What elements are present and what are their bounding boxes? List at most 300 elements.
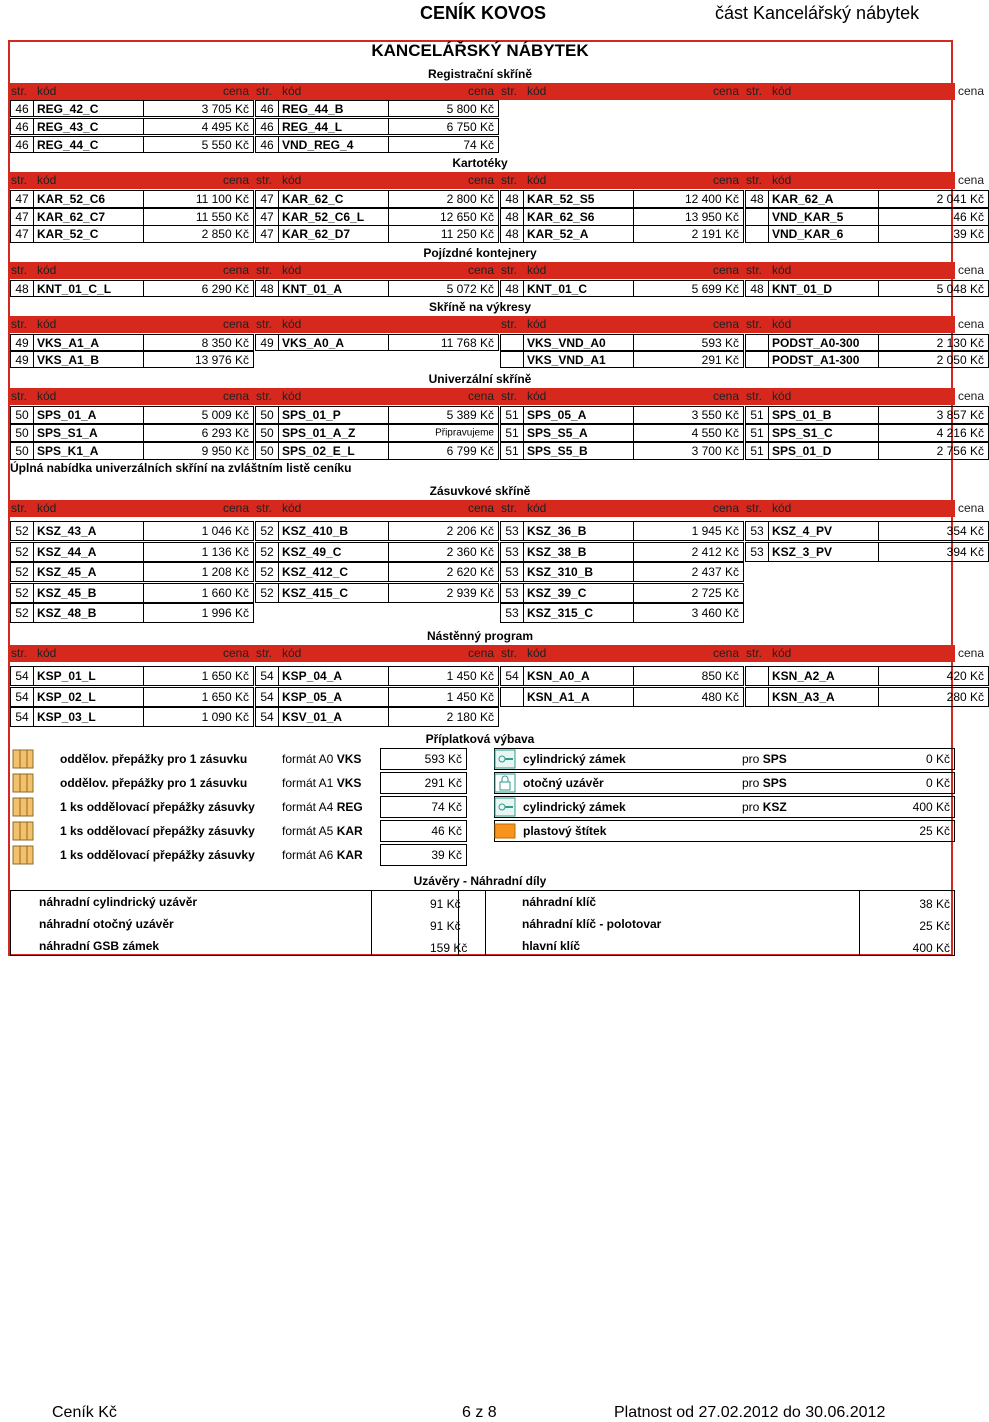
cell-price bbox=[143, 583, 254, 603]
extra-right-cell bbox=[494, 796, 955, 818]
product-code: VND_REG_4 bbox=[282, 137, 354, 152]
page-number: 50 bbox=[15, 408, 29, 422]
cell-page bbox=[10, 334, 34, 351]
page-number: 46 bbox=[260, 101, 274, 116]
col-header-kod: kód bbox=[282, 389, 302, 403]
cell-price bbox=[878, 208, 989, 226]
col-header-cena: cena bbox=[223, 501, 250, 515]
cell-page bbox=[745, 190, 769, 208]
cell-page bbox=[10, 687, 34, 707]
col-header-str: str. bbox=[501, 646, 518, 660]
product-code: KSZ_44_A bbox=[37, 544, 97, 559]
table-row bbox=[10, 334, 984, 351]
page-number: 52 bbox=[260, 565, 274, 579]
spare-name: náhradní GSB zámek bbox=[39, 939, 160, 953]
product-code: SPS_01_B bbox=[772, 408, 832, 422]
col-header-str: str. bbox=[256, 263, 273, 277]
cell-code bbox=[278, 280, 389, 297]
extra-format-label: formát A5 bbox=[282, 824, 337, 838]
page-number: 51 bbox=[750, 426, 764, 440]
extra-right-cell bbox=[494, 748, 955, 770]
table-row bbox=[10, 687, 984, 707]
product-price: 2 756 Kč bbox=[936, 444, 984, 458]
cell-code bbox=[33, 707, 144, 727]
extra-format-label: formát A4 bbox=[282, 800, 337, 814]
table-row bbox=[10, 562, 955, 582]
product-price: 420 Kč bbox=[946, 669, 984, 683]
spare-name: náhradní cylindrický uzávěr bbox=[39, 895, 198, 909]
extra-price: 400 Kč bbox=[912, 800, 950, 814]
extra-for bbox=[742, 776, 787, 790]
col-header-cena: cena bbox=[958, 173, 985, 187]
product-price: 2 437 Kč bbox=[691, 565, 739, 579]
cell-page bbox=[255, 334, 279, 351]
cell-code bbox=[278, 208, 389, 226]
page-number: 52 bbox=[15, 585, 29, 600]
col-header-str: str. bbox=[501, 389, 518, 403]
product-price: 2 130 Kč bbox=[936, 335, 984, 350]
cell-code bbox=[33, 583, 144, 603]
product-price: 1 450 Kč bbox=[446, 689, 494, 704]
product-code: PODST_A1-300 bbox=[772, 352, 860, 367]
col-header-kod: kód bbox=[527, 173, 547, 187]
col-header-cena: cena bbox=[223, 84, 250, 98]
cell-code bbox=[278, 136, 389, 153]
extra-for-label: pro bbox=[742, 752, 763, 766]
extra-format-label: formát A6 bbox=[282, 848, 337, 862]
page-number: 50 bbox=[260, 408, 274, 422]
col-header-kod: kód bbox=[527, 84, 547, 98]
footer-left: Ceník Kč bbox=[52, 1404, 117, 1421]
page-number: 54 bbox=[260, 710, 274, 724]
product-code: KAR_52_C bbox=[37, 227, 99, 241]
column-header-row bbox=[10, 388, 985, 405]
product-code: REG_44_L bbox=[282, 119, 343, 134]
section-title: Příplatková výbava bbox=[425, 732, 535, 746]
cell-code bbox=[768, 225, 879, 243]
column-header-row bbox=[10, 83, 985, 100]
page-number: 53 bbox=[505, 524, 519, 538]
col-header-kod: kód bbox=[527, 317, 547, 331]
product-code: KAR_52_C6_L bbox=[282, 209, 365, 224]
cell-code bbox=[523, 562, 634, 582]
product-code: KSZ_415_C bbox=[282, 585, 349, 600]
extra-name: 1 ks oddělovací přepážky zásuvky bbox=[60, 824, 255, 838]
spare-divider bbox=[859, 891, 860, 955]
product-code: KSZ_36_B bbox=[527, 524, 587, 538]
cell-code bbox=[523, 521, 634, 541]
cell-page bbox=[500, 562, 524, 582]
page-number: 52 bbox=[15, 565, 29, 579]
product-code: KAR_62_S6 bbox=[527, 209, 595, 224]
section-title: Registrační skříně bbox=[427, 67, 533, 81]
product-code: REG_43_C bbox=[37, 119, 99, 134]
cell-price bbox=[388, 707, 499, 727]
cell-code bbox=[33, 136, 144, 153]
cell-page bbox=[10, 100, 34, 117]
product-code: KSP_02_L bbox=[37, 689, 96, 704]
cell-code bbox=[523, 190, 634, 208]
page-number: 48 bbox=[260, 281, 274, 296]
cell-page bbox=[500, 687, 524, 707]
cell-price bbox=[388, 442, 499, 460]
col-header-kod: kód bbox=[282, 173, 302, 187]
product-price: 850 Kč bbox=[701, 669, 739, 683]
product-price: 5 699 Kč bbox=[691, 281, 739, 296]
product-price: 11 250 Kč bbox=[440, 227, 494, 241]
cell-code bbox=[768, 442, 879, 460]
cell-page bbox=[10, 280, 34, 297]
cell-price bbox=[878, 334, 989, 351]
cell-price bbox=[143, 225, 254, 243]
table-row bbox=[10, 542, 984, 562]
cell-price bbox=[633, 424, 744, 442]
cell-page bbox=[10, 424, 34, 442]
col-header-cena: cena bbox=[713, 646, 740, 660]
column-header-row bbox=[10, 645, 985, 662]
col-header-str: str. bbox=[501, 84, 518, 98]
product-price: 2 800 Kč bbox=[446, 192, 494, 206]
page-number: 47 bbox=[260, 227, 274, 241]
cell-code bbox=[33, 118, 144, 135]
cell-page bbox=[10, 542, 34, 562]
extra-right-cell bbox=[494, 820, 955, 842]
product-code: KSZ_412_C bbox=[282, 565, 349, 579]
cylinder-lock-icon bbox=[494, 749, 516, 769]
col-header-kod: kód bbox=[282, 84, 302, 98]
product-code: SPS_S5_B bbox=[527, 444, 588, 458]
table-row bbox=[10, 190, 984, 208]
extra-format-code: VKS bbox=[336, 752, 362, 766]
product-code: VKS_VND_A1 bbox=[527, 352, 606, 367]
cell-page bbox=[255, 707, 279, 727]
col-header-kod: kód bbox=[282, 501, 302, 515]
cell-price bbox=[388, 562, 499, 582]
table-row bbox=[10, 406, 984, 424]
page-number: 48 bbox=[505, 192, 519, 206]
plastic-label-icon bbox=[494, 821, 516, 841]
product-price: 1 945 Kč bbox=[691, 524, 739, 538]
cell-page bbox=[745, 442, 769, 460]
product-price: 12 400 Kč bbox=[684, 192, 739, 206]
footer-center: 6 z 8 bbox=[462, 1404, 497, 1421]
cell-price bbox=[143, 521, 254, 541]
cell-code bbox=[523, 442, 634, 460]
product-code: KSN_A3_A bbox=[772, 689, 835, 704]
col-header-str: str. bbox=[746, 84, 763, 98]
page-number: 54 bbox=[15, 669, 29, 683]
extra-format-code: REG bbox=[336, 800, 363, 814]
spare-name: hlavní klíč bbox=[522, 939, 581, 953]
product-price: 5 048 Kč bbox=[936, 281, 984, 296]
cell-price bbox=[388, 225, 499, 243]
cell-page bbox=[255, 424, 279, 442]
section-title: Uzávěry - Náhradní díly bbox=[413, 874, 547, 888]
cell-page bbox=[255, 208, 279, 226]
product-price: 13 976 Kč bbox=[194, 352, 249, 367]
cell-page bbox=[10, 583, 34, 603]
page-number: 52 bbox=[15, 606, 29, 620]
spare-divider bbox=[371, 891, 372, 955]
cell-price bbox=[143, 603, 254, 623]
product-code: KAR_52_S5 bbox=[527, 192, 595, 206]
col-header-kod: kód bbox=[37, 501, 57, 515]
product-code: KSZ_45_B bbox=[37, 585, 97, 600]
product-code: VND_KAR_6 bbox=[772, 227, 844, 241]
extra-format-code: KAR bbox=[336, 848, 363, 862]
cell-price bbox=[388, 280, 499, 297]
page-number: 47 bbox=[15, 209, 29, 224]
cell-code bbox=[278, 687, 389, 707]
cell-page bbox=[745, 208, 769, 226]
header-left: CENÍK KOVOS bbox=[420, 3, 547, 23]
cell-page bbox=[500, 583, 524, 603]
extra-price: 46 Kč bbox=[431, 824, 462, 838]
product-price: 11 768 Kč bbox=[440, 335, 494, 350]
drawer-divider-icon bbox=[12, 845, 34, 865]
product-code: KNT_01_C_L bbox=[37, 281, 112, 296]
extras-row bbox=[10, 772, 955, 794]
col-header-str: str. bbox=[501, 501, 518, 515]
cell-code bbox=[768, 280, 879, 297]
product-price: 354 Kč bbox=[946, 524, 984, 538]
cell-price bbox=[633, 687, 744, 707]
product-code: KSZ_315_C bbox=[527, 606, 594, 620]
product-code: KAR_52_A bbox=[527, 227, 589, 241]
product-price: 394 Kč bbox=[946, 544, 984, 559]
cell-price bbox=[143, 280, 254, 297]
cell-page bbox=[500, 334, 524, 351]
cell-price bbox=[388, 687, 499, 707]
cell-code bbox=[523, 351, 634, 368]
cell-code bbox=[768, 190, 879, 208]
product-price: 2 412 Kč bbox=[691, 544, 739, 559]
table-row bbox=[10, 280, 984, 297]
page-title: KANCELÁŘSKÝ NÁBYTEK bbox=[371, 41, 589, 60]
cell-price bbox=[633, 406, 744, 424]
product-price: 2 180 Kč bbox=[446, 710, 494, 724]
col-header-cena: cena bbox=[713, 173, 740, 187]
table-row bbox=[10, 424, 984, 442]
product-price: 3 700 Kč bbox=[691, 444, 739, 458]
page-number: 46 bbox=[260, 119, 274, 134]
page-number: 51 bbox=[505, 408, 519, 422]
col-header-str: str. bbox=[11, 173, 28, 187]
product-price: Připravujeme bbox=[435, 427, 494, 439]
product-price: 1 136 Kč bbox=[201, 544, 249, 559]
product-code: KNT_01_C bbox=[527, 281, 588, 296]
col-header-kod: kód bbox=[772, 501, 792, 515]
product-price: 2 725 Kč bbox=[691, 585, 739, 600]
cell-page bbox=[500, 280, 524, 297]
product-code: VKS_VND_A0 bbox=[527, 335, 606, 350]
cell-price bbox=[633, 583, 744, 603]
page-number: 49 bbox=[15, 335, 29, 350]
product-price: 2 191 Kč bbox=[691, 227, 739, 241]
col-header-str: str. bbox=[501, 317, 518, 331]
col-header-kod: kód bbox=[772, 389, 792, 403]
page-number: 54 bbox=[260, 689, 274, 704]
cell-page bbox=[255, 687, 279, 707]
cell-page bbox=[255, 442, 279, 460]
cell-price bbox=[633, 562, 744, 582]
col-header-kod: kód bbox=[527, 389, 547, 403]
product-code: SPS_S1_A bbox=[37, 426, 98, 440]
cell-code bbox=[768, 351, 879, 368]
product-code: KSZ_3_PV bbox=[772, 544, 833, 559]
table-row bbox=[10, 225, 984, 243]
col-header-kod: kód bbox=[772, 173, 792, 187]
extra-for-label: pro bbox=[742, 800, 763, 814]
cell-price bbox=[388, 521, 499, 541]
cell-code bbox=[278, 583, 389, 603]
page-number: 50 bbox=[15, 426, 29, 440]
page-number: 47 bbox=[15, 192, 29, 206]
product-price: 6 293 Kč bbox=[201, 426, 249, 440]
spare-price: 25 Kč bbox=[919, 919, 950, 933]
spare-price: 400 Kč bbox=[912, 941, 950, 955]
extra-name: oddělov. přepážky pro 1 zásuvku bbox=[60, 776, 248, 790]
section-title: Nástěnný program bbox=[426, 629, 534, 643]
product-price: 4 495 Kč bbox=[201, 119, 249, 134]
product-code: SPS_S1_C bbox=[772, 426, 833, 440]
table-row bbox=[10, 136, 955, 153]
col-header-str: str. bbox=[746, 501, 763, 515]
cell-code bbox=[33, 687, 144, 707]
table-row bbox=[10, 442, 984, 460]
column-header-row bbox=[10, 500, 985, 517]
product-price: 8 350 Kč bbox=[201, 335, 249, 350]
product-price: 5 389 Kč bbox=[446, 408, 494, 422]
cell-page bbox=[500, 190, 524, 208]
product-code: REG_44_C bbox=[37, 137, 99, 152]
page-number: 52 bbox=[260, 544, 274, 559]
product-price: 593 Kč bbox=[701, 335, 739, 350]
cell-price bbox=[143, 542, 254, 562]
section-title: Univerzální skříně bbox=[428, 372, 532, 386]
col-header-cena: cena bbox=[468, 263, 495, 277]
col-header-cena: cena bbox=[958, 501, 985, 515]
product-price: 2 620 Kč bbox=[446, 565, 494, 579]
product-code: SPS_05_A bbox=[527, 408, 587, 422]
product-code: KSZ_4_PV bbox=[772, 524, 833, 538]
product-price: 11 550 Kč bbox=[195, 209, 249, 224]
column-header-row bbox=[10, 172, 985, 189]
col-header-str: str. bbox=[256, 84, 273, 98]
col-header-kod: kód bbox=[37, 389, 57, 403]
col-header-kod: kód bbox=[527, 646, 547, 660]
product-price: 4 550 Kč bbox=[691, 426, 739, 440]
cell-code bbox=[33, 100, 144, 117]
cell-price bbox=[633, 208, 744, 226]
cell-price bbox=[143, 190, 254, 208]
col-header-str: str. bbox=[746, 317, 763, 331]
extra-format-label: formát A0 bbox=[282, 752, 337, 766]
product-code: KNT_01_A bbox=[282, 281, 343, 296]
product-price: 1 450 Kč bbox=[446, 669, 494, 683]
col-header-kod: kód bbox=[37, 84, 57, 98]
cell-price bbox=[633, 542, 744, 562]
rotary-lock-icon bbox=[494, 773, 516, 793]
product-price: 1 650 Kč bbox=[201, 669, 249, 683]
extra-price: 0 Kč bbox=[925, 776, 950, 790]
cell-page bbox=[500, 225, 524, 243]
cell-page bbox=[500, 542, 524, 562]
product-price: 46 Kč bbox=[953, 209, 984, 224]
page-number: 51 bbox=[505, 426, 519, 440]
extra-price: 0 Kč bbox=[925, 752, 950, 766]
cell-page bbox=[745, 280, 769, 297]
cell-page bbox=[10, 190, 34, 208]
cell-page bbox=[255, 118, 279, 135]
col-header-str: str. bbox=[746, 389, 763, 403]
product-code: SPS_K1_A bbox=[37, 444, 99, 458]
col-header-str: str. bbox=[501, 263, 518, 277]
extra-price: 74 Kč bbox=[431, 800, 462, 814]
cell-code bbox=[278, 442, 389, 460]
cell-code bbox=[33, 225, 144, 243]
cell-code bbox=[278, 562, 389, 582]
product-code: KSZ_310_B bbox=[527, 565, 594, 579]
product-price: 5 009 Kč bbox=[201, 408, 249, 422]
cell-price bbox=[633, 442, 744, 460]
page-number: 53 bbox=[505, 544, 519, 559]
cell-price bbox=[388, 136, 499, 153]
cell-code bbox=[278, 100, 389, 117]
extra-name: oddělov. přepážky pro 1 zásuvku bbox=[60, 752, 248, 766]
spare-parts-box bbox=[10, 890, 955, 956]
col-header-cena: cena bbox=[958, 389, 985, 403]
col-header-kod: kód bbox=[527, 501, 547, 515]
product-price: 9 950 Kč bbox=[201, 444, 249, 458]
col-header-kod: kód bbox=[282, 317, 302, 331]
cell-price bbox=[633, 666, 744, 686]
offer-note: Úplná nabídka univerzálních skříní na zvláštním listě ceníku bbox=[10, 461, 352, 475]
product-code: KSZ_410_B bbox=[282, 524, 349, 538]
col-header-kod: kód bbox=[282, 646, 302, 660]
cell-code bbox=[33, 334, 144, 351]
product-price: 291 Kč bbox=[701, 352, 739, 367]
page-number: 48 bbox=[505, 227, 519, 241]
extra-price-cell bbox=[380, 844, 467, 866]
col-header-str: str. bbox=[256, 501, 273, 515]
cell-code bbox=[768, 687, 879, 707]
table-row bbox=[10, 521, 984, 541]
col-header-str: str. bbox=[11, 263, 28, 277]
col-header-kod: kód bbox=[37, 646, 57, 660]
page-number: 50 bbox=[260, 426, 274, 440]
cell-code bbox=[278, 406, 389, 424]
page-number: 48 bbox=[750, 281, 764, 296]
product-code: KSZ_48_B bbox=[37, 606, 97, 620]
spare-name: náhradní klíč - polotovar bbox=[522, 917, 662, 931]
page-number: 50 bbox=[15, 444, 29, 458]
cell-page bbox=[500, 351, 524, 368]
col-header-cena: cena bbox=[713, 84, 740, 98]
cell-page bbox=[255, 666, 279, 686]
cell-page bbox=[10, 707, 34, 727]
cell-page bbox=[255, 280, 279, 297]
cell-page bbox=[745, 406, 769, 424]
cell-code bbox=[278, 542, 389, 562]
product-price: 3 705 Kč bbox=[201, 101, 249, 116]
spare-divider bbox=[485, 891, 486, 955]
page-number: 53 bbox=[505, 565, 519, 579]
cell-price bbox=[388, 424, 499, 442]
col-header-cena: cena bbox=[468, 84, 495, 98]
cell-price bbox=[143, 100, 254, 117]
cell-page bbox=[10, 208, 34, 226]
